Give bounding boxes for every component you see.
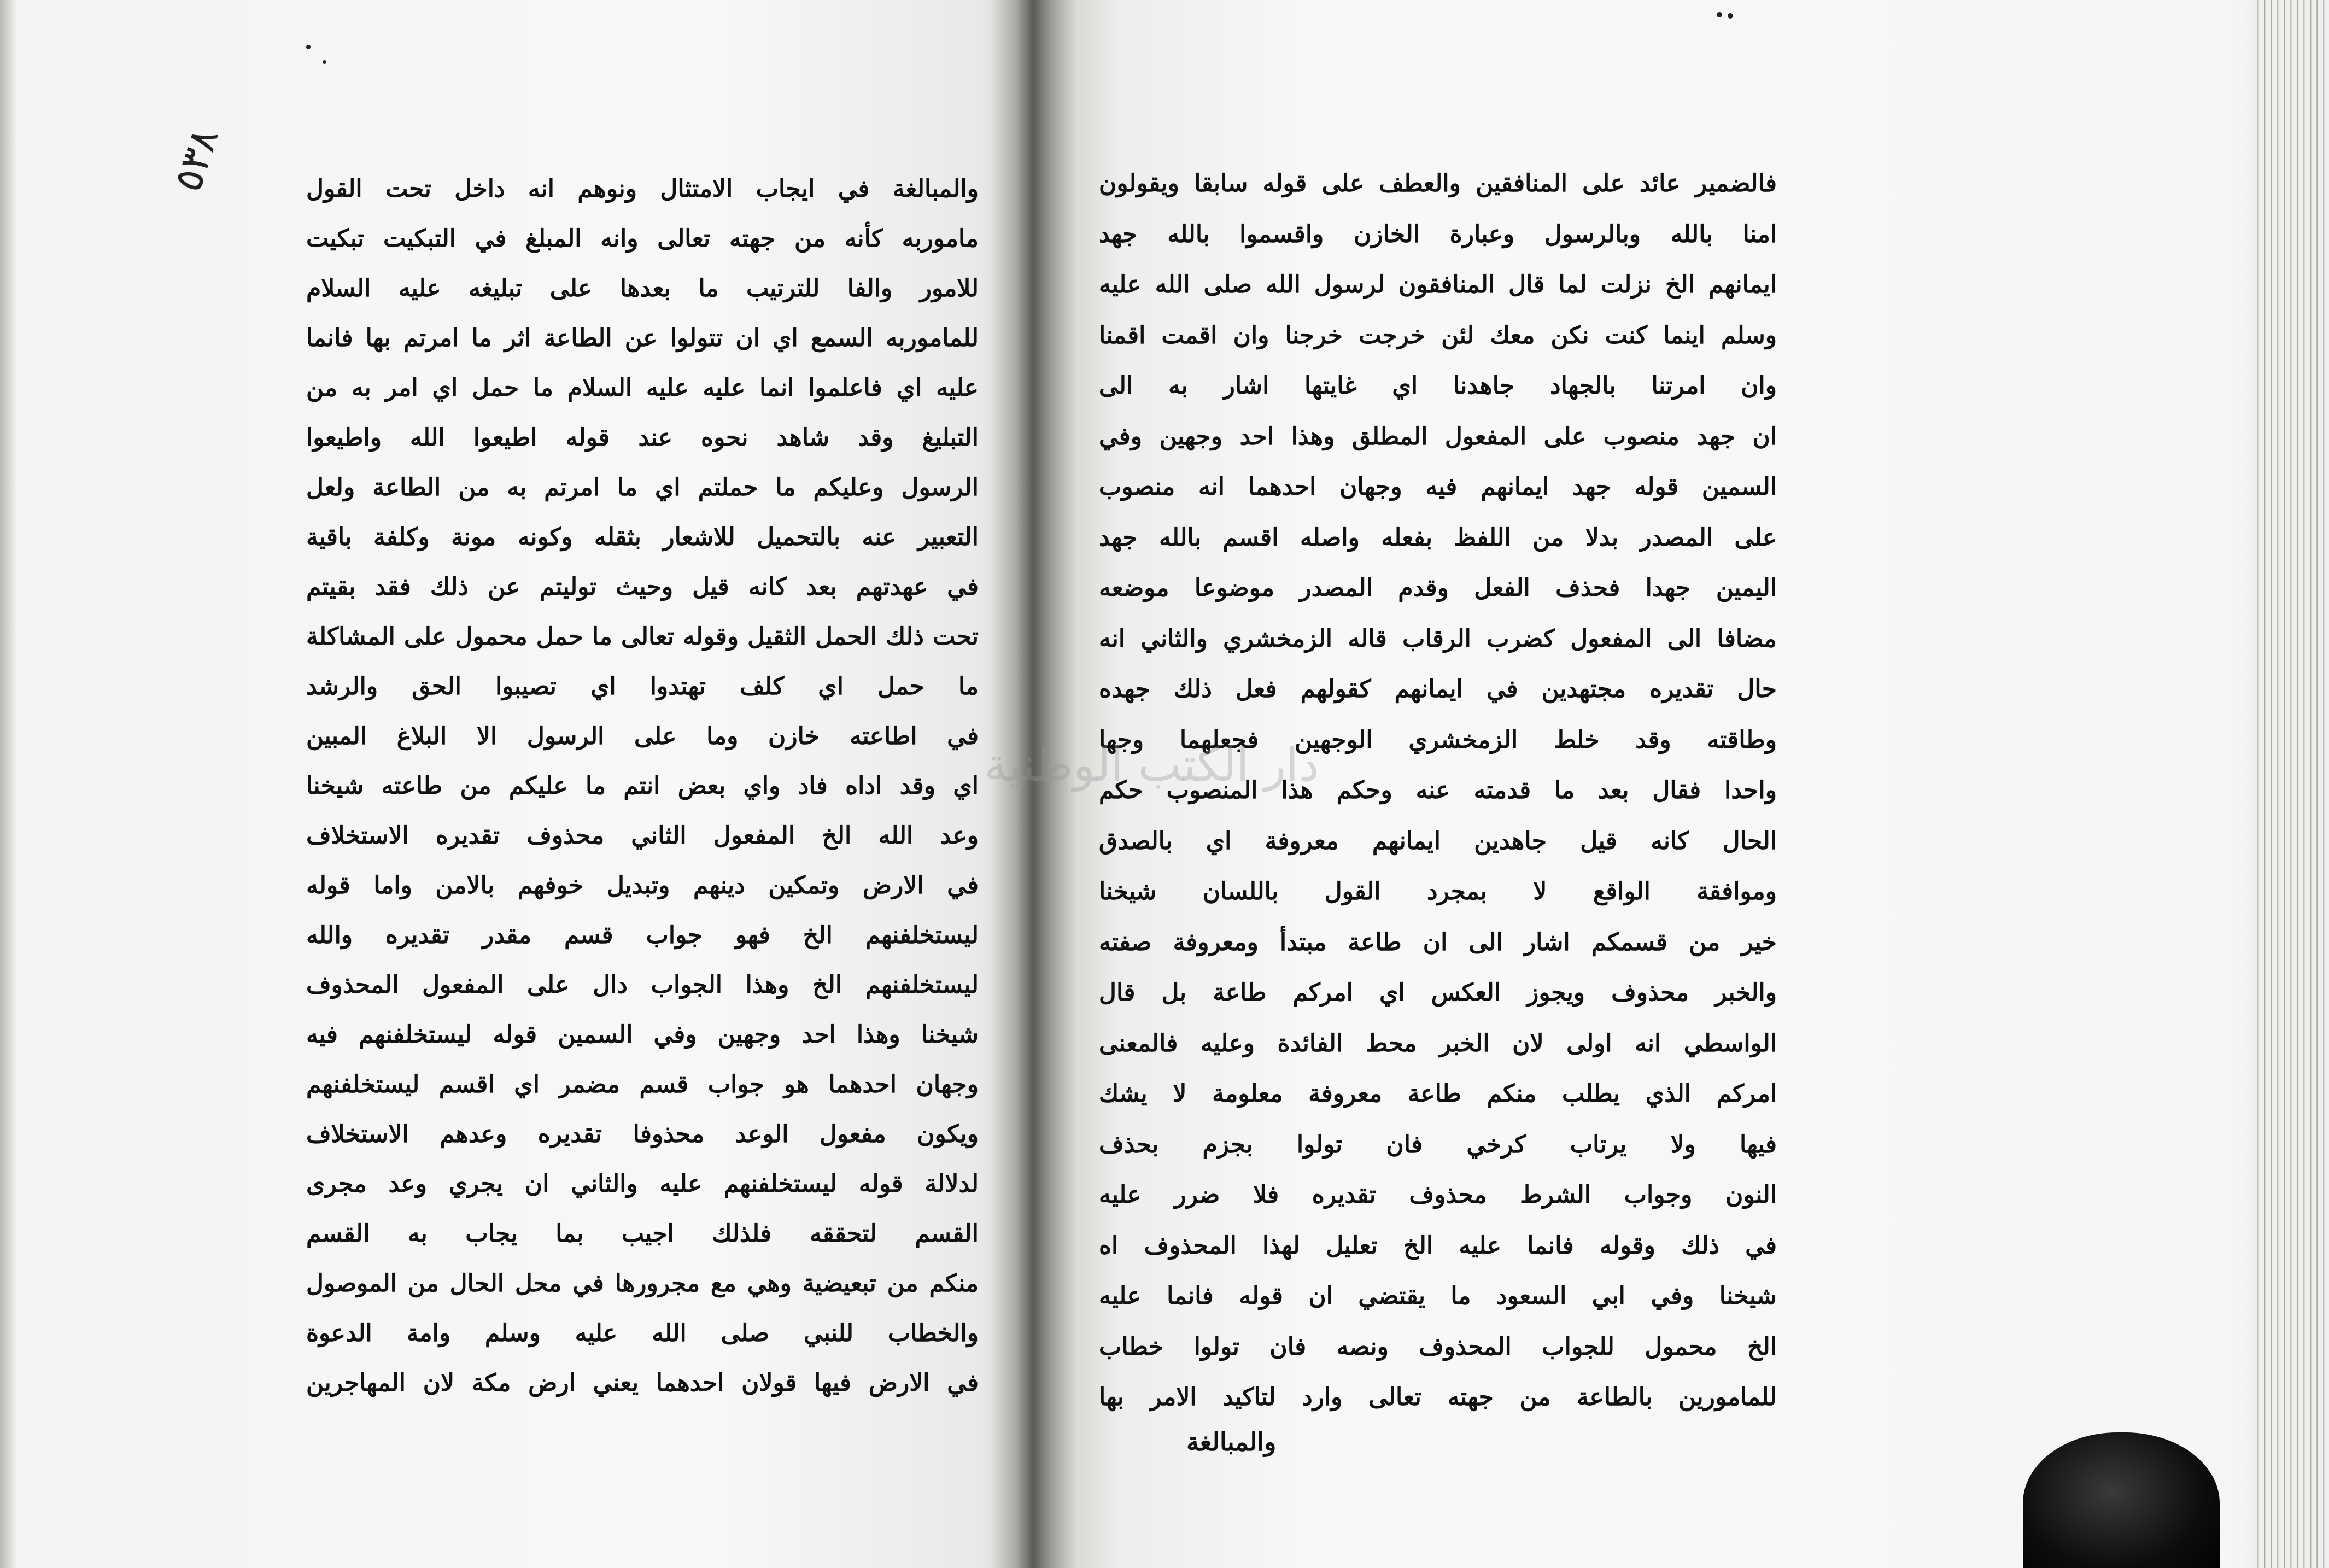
manuscript-line: منكم من تبعيضية وهي مع مجرورها في محل الحال من الموصول [306, 1269, 979, 1297]
manuscript-line: والمبالغة في ايجاب الامتثال ونوهم انه داخل تحت القول [306, 175, 979, 203]
manuscript-line: الحال كانه قيل جاهدين ايمانهم معروفة اي بالصدق [1099, 827, 1777, 855]
manuscript-line: ماموربه كأنه من جهته تعالى وانه المبلغ في التبكيت تبكيت [306, 225, 979, 253]
manuscript-line: والخطاب للنبي صلى الله عليه وسلم وامة الدعوة [306, 1319, 979, 1347]
manuscript-line: على المصدر بدلا من اللفظ بفعله واصله اقسم بالله جهد [1099, 523, 1777, 552]
manuscript-line: في ذلك وقوله فانما عليه الخ تعليل لهذا المحذوف اه [1099, 1231, 1777, 1260]
left-book-edge [0, 0, 16, 1568]
manuscript-line: اي وقد اداه فاد واي بعض انتم ما عليكم من طاعته شيخنا [306, 772, 979, 800]
manuscript-line: واحدا فقال بعد ما قدمته عنه وحكم هذا المنصوب حكم [1099, 776, 1777, 804]
manuscript-line: اليمين جهدا فحذف الفعل وقدم المصدر موضوعا موضعه [1099, 574, 1777, 602]
manuscript-line: في الارض فيها قولان احدهما يعني ارض مكة لان المهاجرين [306, 1369, 979, 1397]
manuscript-line: وان امرتنا بالجهاد جاهدنا اي غايتها اشار به الى [1099, 372, 1777, 400]
manuscript-line: عليه اي فاعلموا انما عليه عليه السلام ما حمل اي امر به من [306, 374, 979, 402]
left-page-text [306, 164, 979, 1408]
manuscript-line: وسلم اينما كنت نكن معك لئن خرجت خرجنا وان اقمت اقمنا [1099, 321, 1777, 349]
manuscript-line: السمين قوله جهد ايمانهم فيه وجهان احدهما انه منصوب [1099, 473, 1777, 501]
manuscript-line: وطاقته وقد خلط الزمخشري الوجهين فجعلهما وجها [1099, 726, 1777, 754]
manuscript-line: شيخنا وفي ابي السعود ما يقتضي ان قوله فانما عليه [1099, 1282, 1777, 1310]
manuscript-line: التبليغ وقد شاهد نحوه عند قوله اطيعوا الله واطيعوا [306, 424, 979, 452]
manuscript-line: الخ محمول للجواب المحذوف ونصه فان تولوا خطاب [1099, 1332, 1777, 1361]
manuscript-line: ايمانهم الخ نزلت لما قال المنافقون لرسول الله صلى الله عليه [1099, 271, 1777, 299]
ink-speck [323, 60, 326, 64]
ink-speck [1717, 12, 1722, 17]
manuscript-line: للمامورين بالطاعة من جهته تعالى وارد لتاكيد الامر بها [1099, 1383, 1777, 1411]
manuscript-line: النون وجواب الشرط محذوف تقديره فلا ضرر عليه [1099, 1181, 1777, 1209]
manuscript-line: ان جهد منصوب على المفعول المطلق وهذا احد وجهين وفي [1099, 422, 1777, 450]
manuscript-line: الرسول وعليكم ما حملتم اي ما امرتم به من الطاعة ولعل [306, 473, 979, 501]
manuscript-line: ليستخلفنهم الخ فهو جواب قسم مقدر تقديره والله [306, 921, 979, 949]
manuscript-line: ليستخلفنهم الخ وهذا الجواب دال على المفعول المحذوف [306, 971, 979, 999]
manuscript-line: والخبر محذوف ويجوز العكس اي امركم طاعة بل قال [1099, 979, 1777, 1007]
folio-number: ٥٣٨ [164, 122, 227, 197]
library-watermark: دار الكتب الوطنية [984, 738, 1319, 792]
manuscript-line: ويكون مفعول الوعد محذوفا تقديره وعدهم الاستخلاف [306, 1120, 979, 1148]
thumb-shadow [2023, 1432, 2220, 1568]
manuscript-line: ما حمل اي كلف تهتدوا اي تصيبوا الحق والرشد [306, 672, 979, 700]
manuscript-line: امركم الذي يطلب منكم طاعة معروفة معلومة لا يشك [1099, 1080, 1777, 1108]
manuscript-line: وعد الله الخ المفعول الثاني محذوف تقديره الاستخلاف [306, 822, 979, 850]
ink-speck [306, 45, 311, 49]
manuscript-line: في عهدتهم بعد كانه قيل وحيث توليتم عن ذلك فقد بقيتم [306, 573, 979, 601]
manuscript-line: القسم لتحققه فلذلك اجيب بما يجاب به القسم [306, 1220, 979, 1248]
manuscript-line: خير من قسمكم اشار الى ان طاعة مبتدأ ومعروفة صفته [1099, 928, 1777, 956]
manuscript-line: امنا بالله وبالرسول وعبارة الخازن واقسموا بالله جهد [1099, 220, 1777, 248]
page-stack-edge [2252, 0, 2329, 1568]
manuscript-line: التعبير عنه بالتحميل للاشعار بثقله وكونه مونة وكلفة باقية [306, 523, 979, 551]
manuscript-line: مضافا الى المفعول كضرب الرقاب قاله الزمخشري والثاني انه [1099, 624, 1777, 653]
manuscript-line: الواسطي انه اولى لان الخبر محط الفائدة وعليه فالمعنى [1099, 1029, 1777, 1057]
manuscript-line: وموافقة الواقع لا بمجرد القول باللسان شيخنا [1099, 877, 1777, 905]
manuscript-line: في اطاعته خازن وما على الرسول الا البلاغ المبين [306, 722, 979, 750]
manuscript-line: لدلالة قوله ليستخلفنهم عليه والثاني ان يجري وعد مجرى [306, 1170, 979, 1198]
manuscript-line: فالضمير عائد على المنافقين والعطف على قوله سابقا ويقولون [1099, 169, 1777, 197]
manuscript-line: للامور والفا للترتيب ما بعدها على تبليغه عليه السلام [306, 274, 979, 302]
manuscript-line: وجهان احدهما هو جواب قسم مضمر اي اقسم ليستخلفنهم [306, 1070, 979, 1098]
manuscript-line: شيخنا وهذا احد وجهين وفي السمين قوله ليستخلفنهم فيه [306, 1021, 979, 1049]
manuscript-line: فيها ولا يرتاب كرخي فان تولوا بجزم بحذف [1099, 1130, 1777, 1159]
manuscript-line: في الارض وتمكين دينهم وتبديل خوفهم بالامن واما قوله [306, 871, 979, 899]
manuscript-line: حال تقديره مجتهدين في ايمانهم كقولهم فعل ذلك جهده [1099, 675, 1777, 703]
ink-speck [1728, 13, 1733, 19]
manuscript-line: للماموربه السمع اي ان تتولوا عن الطاعة اثر ما امرتم بها فانما [306, 324, 979, 352]
catchword: والمبالغة [1186, 1427, 1277, 1456]
manuscript-line: تحت ذلك الحمل الثقيل وقوله تعالى ما حمل محمول على المشاكلة [306, 623, 979, 651]
